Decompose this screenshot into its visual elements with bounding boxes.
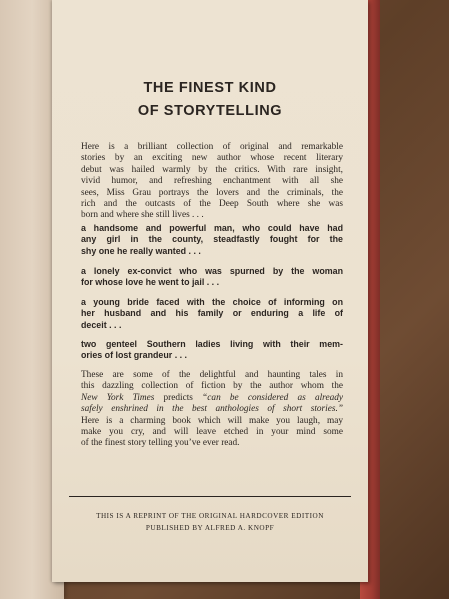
teaser-paragraph-2 (81, 266, 343, 289)
teaser-paragraph-1 (81, 223, 343, 257)
text-line: ories of lost grandeur . . . (81, 350, 188, 361)
teaser-paragraph-3 (81, 297, 343, 331)
newspaper-name: New York Times (81, 392, 155, 403)
text-line: any girl in the county, steadfastly fought for the (81, 234, 343, 245)
footer-line-1: THIS IS A REPRINT OF THE ORIGINAL HARDCOVER EDITION (96, 512, 324, 520)
closing-paragraph (81, 370, 343, 450)
text-line: make you cry, and will leave etched in your mind some (81, 427, 343, 438)
text-line: vivid humor, and refreshing enchantment with all she (81, 176, 343, 187)
text-line: sees, Miss Grau portrays the lovers and the criminals, the (81, 187, 343, 198)
footer-line-2: PUBLISHED BY ALFRED A. KNOPF (145, 524, 275, 532)
text-line: her husband and his family or enduring a life of (81, 308, 343, 319)
text-line: These are some of the delightful and haunting tales in (81, 370, 343, 380)
text-line (81, 393, 343, 404)
text-line: stories by an exciting new author whose recent literary (81, 153, 343, 164)
text-line: rich and the outcasts of the Deep South where she was (81, 199, 343, 210)
teaser-paragraph-4 (81, 339, 343, 362)
text-line: debut was hailed warmly by the critics. With rare insight, (81, 164, 343, 175)
page-title-line-1: THE FINEST KIND (143, 80, 277, 96)
page-title-line-2: OF STORYTELLING (137, 103, 283, 119)
text-line: born and where she still lives . . . (81, 210, 204, 221)
footer-divider (69, 496, 351, 497)
intro-paragraph (81, 142, 343, 222)
text-fragment: predicts (154, 392, 203, 403)
text-line: of the finest story telling you’ve ever read. (81, 438, 240, 449)
text-line: shy one he really wanted . . . (81, 245, 201, 256)
text-line: this dazzling collection of fiction by the author whom the (81, 381, 343, 392)
text-line (81, 404, 343, 415)
book-page (52, 0, 368, 582)
text-line: two genteel Southern ladies living with their mem- (81, 339, 343, 349)
text-line: a handsome and powerful man, who could have had (81, 223, 343, 233)
quote-fragment: safely enshrined in the best anthologies of short stories.” (81, 404, 343, 415)
text-line: Here is a charming book which will make you laugh, may (81, 415, 343, 426)
text-line: a young bride faced with the choice of informing on (81, 297, 343, 307)
text-line: for whose love he went to jail . . . (81, 277, 220, 288)
text-line: deceit . . . (81, 319, 122, 330)
quote-fragment: “can be considered as already (202, 392, 344, 403)
text-line: a lonely ex-convict who was spurned by the woman (81, 266, 343, 276)
text-line: Here is a brilliant collection of original and remarkable (81, 142, 343, 152)
